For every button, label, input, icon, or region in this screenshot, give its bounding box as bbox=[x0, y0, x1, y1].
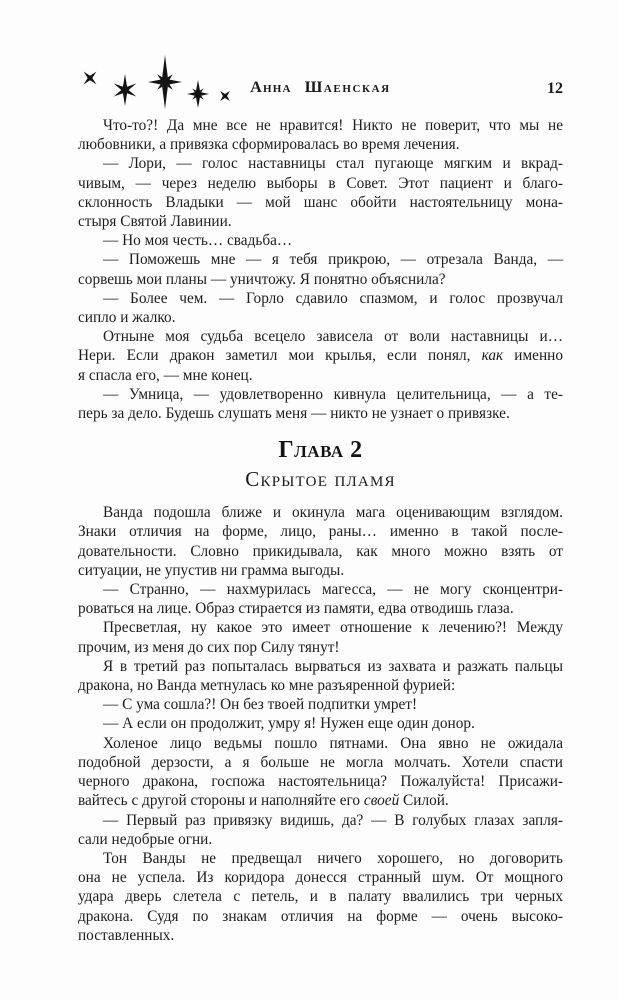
text-line: — Более чем. — Горло сдавило спазмом, и голос прозвучал bbox=[103, 289, 563, 307]
text-line: — С ума сошла?! Он без твоей подпитки умрет! bbox=[103, 696, 418, 714]
running-head-author bbox=[78, 76, 563, 100]
text-line: стыря Святой Лавинии. bbox=[78, 213, 232, 231]
text-line: Пресветлая, ну какое это имеет отношение к лечению?! Между bbox=[103, 619, 563, 637]
chapter-subtitle: Скрытое пламя bbox=[245, 467, 396, 492]
text-line: Я в третий раз попыталась вырваться из захвата и разжать пальцы bbox=[103, 657, 563, 675]
page-number: 12 bbox=[547, 80, 563, 97]
text-line: сали недобрые огни. bbox=[78, 830, 213, 848]
text-line: поставленных. bbox=[78, 926, 175, 944]
text-line: прочим, из меня до сих пор Силу тянут! bbox=[78, 638, 340, 656]
paragraph bbox=[78, 154, 563, 231]
paragraph bbox=[78, 385, 563, 423]
text-line: ситуации, не упустив ни грамма выгоды. bbox=[78, 561, 345, 579]
text-line: Отныне моя судьба всецело зависела от воли наставницы и… bbox=[103, 328, 563, 346]
paragraph bbox=[78, 580, 563, 618]
text-line: Знаки отличия на форме, лицо, раны… именно в такой после- bbox=[78, 523, 563, 541]
paragraph bbox=[78, 231, 563, 250]
text-line: Холеное лицо ведьмы пошло пятнами. Она явно не ожидала bbox=[103, 734, 563, 752]
text-line: дракона, но Ванда метнулась ко мне разъяренной фурией: bbox=[78, 677, 456, 695]
paragraph bbox=[78, 734, 563, 811]
paragraph bbox=[78, 695, 563, 714]
text-line: она не успела. Из коридора донесся странный шум. От мощного bbox=[78, 869, 563, 887]
text-line: черного дракона, госпожа настоятельница? Пожалуйста! Присажи- bbox=[78, 773, 563, 791]
author-last-name: Шаенская bbox=[304, 79, 391, 96]
text-line: — Первый раз привязку видишь, да? — В голубых глазах запля- bbox=[103, 811, 563, 829]
text-line: склонность Владыки — мой шанс обойти настоятельницу мона- bbox=[78, 193, 563, 211]
text-line: Ванда подошла ближе и окинула мага оценивающим взглядом. bbox=[103, 504, 563, 522]
paragraph bbox=[78, 289, 563, 327]
text-line: — Поможешь мне — я тебя прикрою, — отрезала Ванда, — bbox=[103, 251, 563, 269]
text-line: перь за дело. Будешь слушать меня — никто не узнает о привязке. bbox=[78, 405, 510, 423]
paragraph bbox=[78, 503, 563, 580]
text-line: подобной дерзости, а я больше не могла молчать. Хотели спасти bbox=[78, 753, 563, 771]
text-line: вайтесь с другой стороны и наполняйте его своей Силой. bbox=[78, 792, 449, 810]
text-line: — Умница, — удовлетворенно кивнула целительница, — а те- bbox=[103, 385, 563, 403]
text-block-before-chapter bbox=[78, 116, 563, 423]
paragraph bbox=[78, 657, 563, 695]
text-line: любовники, а привязка сформировалась во время лечения. bbox=[78, 136, 460, 154]
text-line: Тон Ванды не предвещал ничего хорошего, но договорить bbox=[103, 849, 563, 867]
text-line: роваться на лице. Образ стирается из памяти, едва отводишь глаза. bbox=[78, 600, 514, 618]
text-line: сорвешь мои планы — уничтожу. Я понятно объяснила? bbox=[78, 270, 446, 288]
text-line: — А если он продолжит, умру я! Нужен еще один донор. bbox=[103, 715, 475, 733]
text-block-after-chapter bbox=[78, 503, 563, 945]
paragraph bbox=[78, 250, 563, 288]
paragraph bbox=[78, 811, 563, 849]
text-line: — Лори, — голос наставницы стал пугающе мягким и вкрад- bbox=[103, 155, 563, 173]
paragraph bbox=[78, 618, 563, 656]
text-line: довательности. Словно прикидывала, как много можно взять от bbox=[78, 542, 563, 560]
page-header bbox=[0, 0, 619, 115]
text-line: Что-то?! Да мне все не нравится! Никто не поверит, что мы не bbox=[103, 117, 563, 134]
text-line: чивым, — через неделю выборы в Совет. Этот пациент и благо- bbox=[78, 174, 563, 192]
paragraph bbox=[78, 116, 563, 154]
author-first-name: Анна bbox=[250, 79, 292, 96]
text-line: — Но моя честь… свадьба… bbox=[103, 232, 293, 250]
paragraph bbox=[78, 327, 563, 385]
page-body bbox=[78, 116, 563, 945]
text-line: удара дверь слетела с петель, и в палату ввалились три черных bbox=[78, 888, 563, 906]
chapter-heading bbox=[78, 435, 563, 494]
text-line: Нери. Если дракон заметил мои крылья, если понял, как именно bbox=[78, 347, 563, 365]
text-line: — Странно, — нахмурилась магесса, — не могу сконцентри- bbox=[103, 581, 563, 599]
paragraph bbox=[78, 714, 563, 733]
text-line: сипло и жалко. bbox=[78, 309, 176, 327]
text-line: дракона. Судя по знакам отличия на форме — очень высоко- bbox=[78, 907, 563, 925]
text-line: я спасла его, — мне конец. bbox=[78, 366, 253, 384]
paragraph bbox=[78, 849, 563, 945]
chapter-title: Глава 2 bbox=[278, 437, 363, 464]
